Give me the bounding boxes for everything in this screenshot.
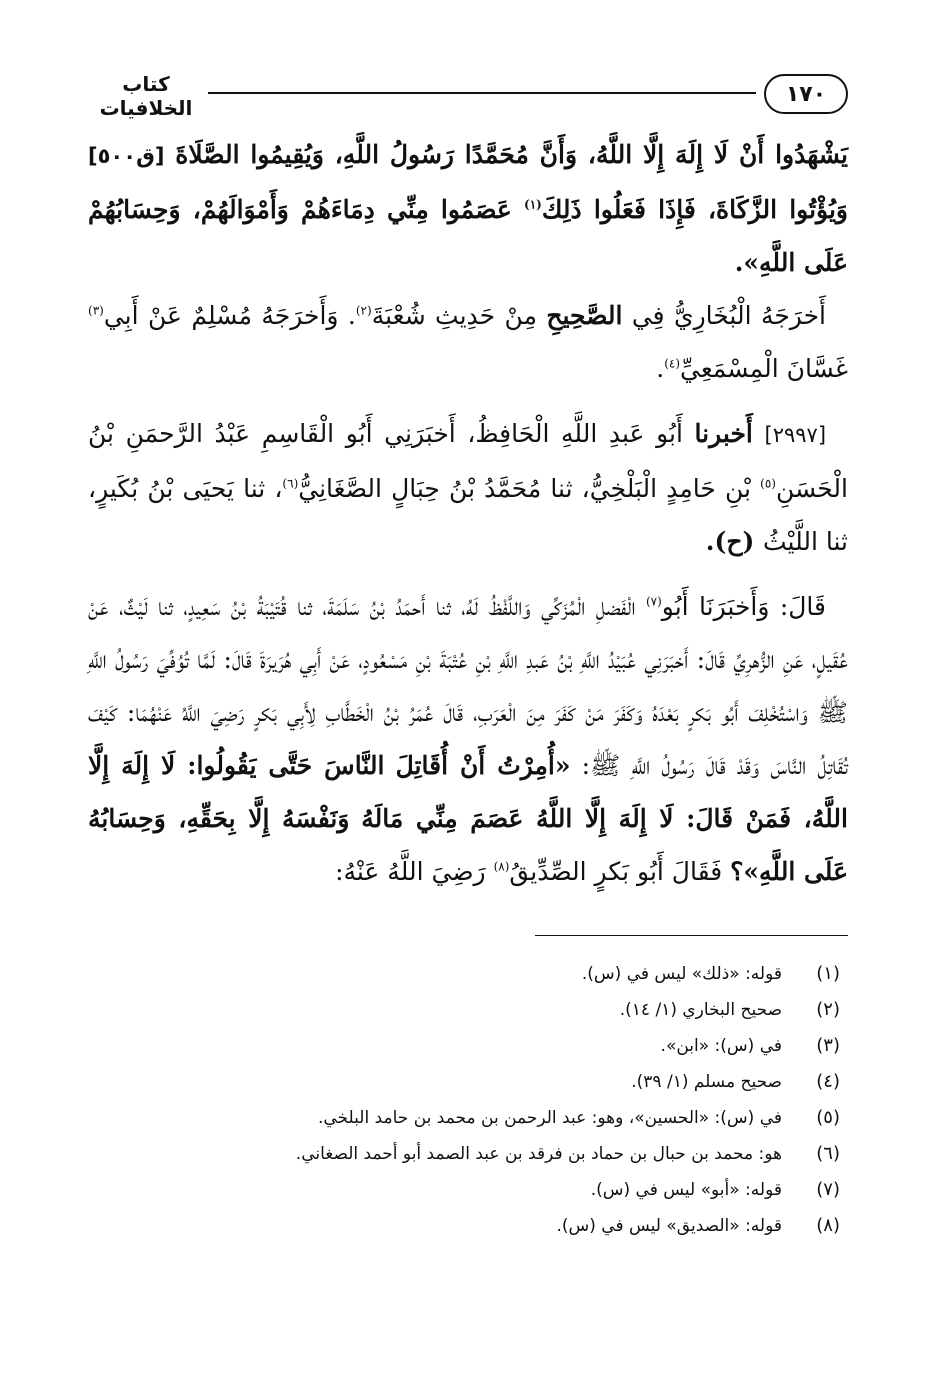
hadith-quote: «أُمِرْتُ أَنْ أُقَاتِلَ: [395, 751, 571, 780]
text-span: غَسَّانَ الْمِسْمَعِيِّ: [680, 354, 848, 383]
footnote-number: (٣): [816, 1035, 840, 1056]
text-span: قُتَيْبَةُ بْنُ سَعِيدٍ، ثنا لَيْثٌ، عَنْ عُقَيلٍ، عَنِ الزُّهرِيِّ قَالَ: أَخبَرَنِي عُبَيْدُ اللَّهِ بْنُ: [88, 592, 848, 674]
footnote-item: [150, 1172, 840, 1208]
footnote-marker[interactable]: (١): [524, 197, 542, 212]
footnote-text: في (س): «ابن».: [660, 1036, 782, 1056]
main-text: [88, 128, 848, 898]
text-span: قَالَ: وَأَخبَرَنَا أَبُو: [661, 592, 826, 621]
footnote-number: (١): [816, 963, 840, 984]
footnotes: [150, 956, 840, 1244]
text-span: أَبِي: [103, 301, 139, 330]
footnote-item: [150, 1208, 840, 1244]
header-rule: [208, 92, 756, 94]
footnote-text: في (س): «الحسين»، وهو: عبد الرحمن بن محمد بن حامد البلخي.: [317, 1108, 782, 1128]
footnote-marker[interactable]: (٣): [88, 303, 104, 318]
text-span: عَبدِ اللَّهِ بْنِ عُتْبَةَ بْنِ مَسْعُودٍ، عَنْ أَبِي هُرَيرَةَ قَالَ: لَمَّا تُوُفِّيَ رَسُولُ اللَّهِ ﷺ: [88, 645, 848, 727]
text-span: أَبُو عَبدِ اللَّهِ الْحَافِظُ، أَخبَرَنِي أَبُو الْقَاسِمِ عَبْدُ الرَّحمَنِ بْنُ: [88, 419, 695, 448]
text-span: ، ثنا يَحيَى بْنُ: [147, 474, 283, 503]
manuscript-folio-ref: [ق٥٠٠]: [88, 144, 165, 168]
text-span: فَقَالَ أَبُو بَكرٍ الصِّدِّيقُ: [509, 857, 731, 886]
paragraph-hadith-ending: [88, 128, 848, 289]
page-header: [88, 68, 848, 118]
text-span: الْفَضلِ الْمُزَكِّي وَاللَّفْظُ لَهُ، ثنا أَحمَدُ بْنُ سَلَمَةَ، ثنا: [297, 592, 646, 621]
text-span: . وَأَخرَجَهُ مُسْلِمٌ عَنْ: [148, 301, 356, 330]
footnote-item: [150, 1100, 840, 1136]
tahwil-mark: (ح).: [705, 527, 763, 556]
text-line: عَلَى اللَّهِ».: [734, 248, 848, 277]
footnote-item: [150, 1028, 840, 1064]
footnote-text: صحيح البخاري (١/ ١٤).: [619, 1000, 782, 1020]
hadith-quote: وَنَفْسَهُ إِلَّا بِحَقِّهِ، وَحِسَابُهُ عَلَى اللَّهِ»؟: [88, 804, 848, 886]
book-name: الصَّحِيحِ: [546, 301, 623, 330]
book-title: كتاب الخلافيات: [99, 72, 193, 120]
text-span: وَاسْتُخْلِفَ أَبُو بَكرٍ بَعْدَهُ وَكَفَرَ مَنْ كَفَرَ مِنَ الْعَرَبِ، قَالَ عُمَرُ بْنُ الْخَطَّابِ: [325, 698, 808, 727]
text-span: مِنْ حَدِيثِ شُعْبَةَ: [371, 301, 547, 330]
footnote-marker[interactable]: (٨): [493, 859, 510, 874]
page-number-badge: ١٧٠: [764, 74, 848, 114]
text-span: الْحَسَنِ: [775, 474, 848, 503]
text-span: .: [656, 354, 665, 383]
footnote-item: [150, 956, 840, 992]
text-line: يَشْهَدُوا أَنْ لَا إِلَهَ إِلَّا اللَّهُ، وَأَنَّ مُحَمَّدًا رَسُولُ اللَّهِ، وَيُقِيمُوا الصَّلَاةَ: [175, 140, 848, 169]
text-line: وَيُؤْتُوا الزَّكَاةَ، فَإِذَا فَعَلُوا ذَلِكَ: [541, 195, 848, 224]
paragraph-isnad: [88, 407, 848, 568]
footnote-marker[interactable]: (٧): [645, 594, 662, 609]
text-span: رَضِيَ اللَّهُ عَنْهُ:: [335, 857, 494, 886]
footnote-marker[interactable]: (٢): [355, 303, 372, 318]
footnote-number: (٨): [816, 1215, 840, 1236]
text-span: أَخرَجَهُ الْبُخَارِيُّ فِي: [622, 301, 827, 330]
footnote-number: (٢): [816, 999, 840, 1020]
footnote-text: هو: محمد بن حبال بن حماد بن فرقد بن عبد الصمد أبو أحمد الصغاني.: [295, 1144, 782, 1164]
footnote-separator: [535, 935, 848, 936]
text-span: بُكَيرٍ، ثنا اللَّيْثُ: [88, 474, 848, 556]
footnote-marker[interactable]: (٦): [282, 476, 299, 491]
hadith-quote: النَّاسَ حَتَّى يَقُولُوا: لَا إِلَهَ إِلَّا اللَّهُ، فَمَنْ قَالَ: لَا إِلَهَ إِلَّا اللَّهُ عَصَمَ مِنِّي مَالَهُ: [88, 751, 848, 833]
text-span: بْنِ حَامِدٍ الْبَلْخِيُّ، ثنا مُحَمَّدُ بْنُ حِبَالٍ الصَّغَانِيُّ: [298, 474, 761, 503]
footnote-item: [150, 992, 840, 1028]
text-span: لِأَبِي بَكرٍ رَضِيَ اللَّهُ عَنْهُمَا: كَيْفَ تُقَاتِلُ النَّاسَ وَقَدْ قَالَ رَسُولُ اللَّهِ ﷺ:: [88, 698, 848, 780]
footnote-number: (٦): [816, 1143, 840, 1164]
paragraph-takhrij: [88, 289, 848, 395]
footnote-number: (٧): [816, 1179, 840, 1200]
footnote-text: قوله: «أبو» ليس في (س).: [590, 1180, 782, 1200]
text-line: عَصَمُوا مِنِّي دِمَاءَهُمْ وَأَمْوَالَهُمْ، وَحِسَابُهُمْ: [88, 195, 524, 224]
hadith-number: [٢٩٩٧]: [764, 423, 827, 447]
footnote-text: صحيح مسلم (١/ ٣٩).: [631, 1072, 782, 1092]
footnote-text: قوله: «الصديق» ليس في (س).: [556, 1216, 782, 1236]
footnote-marker[interactable]: (٥): [760, 476, 776, 491]
footnote-item: [150, 1136, 840, 1172]
paragraph-matn: [88, 580, 848, 898]
footnote-text: قوله: «ذلك» ليس في (س).: [581, 964, 782, 984]
footnote-marker[interactable]: (٤): [664, 356, 681, 371]
footnote-number: (٥): [816, 1107, 840, 1128]
akhbarana-word: أَخبرنا: [694, 419, 753, 448]
footnote-item: [150, 1064, 840, 1100]
footnote-number: (٤): [816, 1071, 840, 1092]
